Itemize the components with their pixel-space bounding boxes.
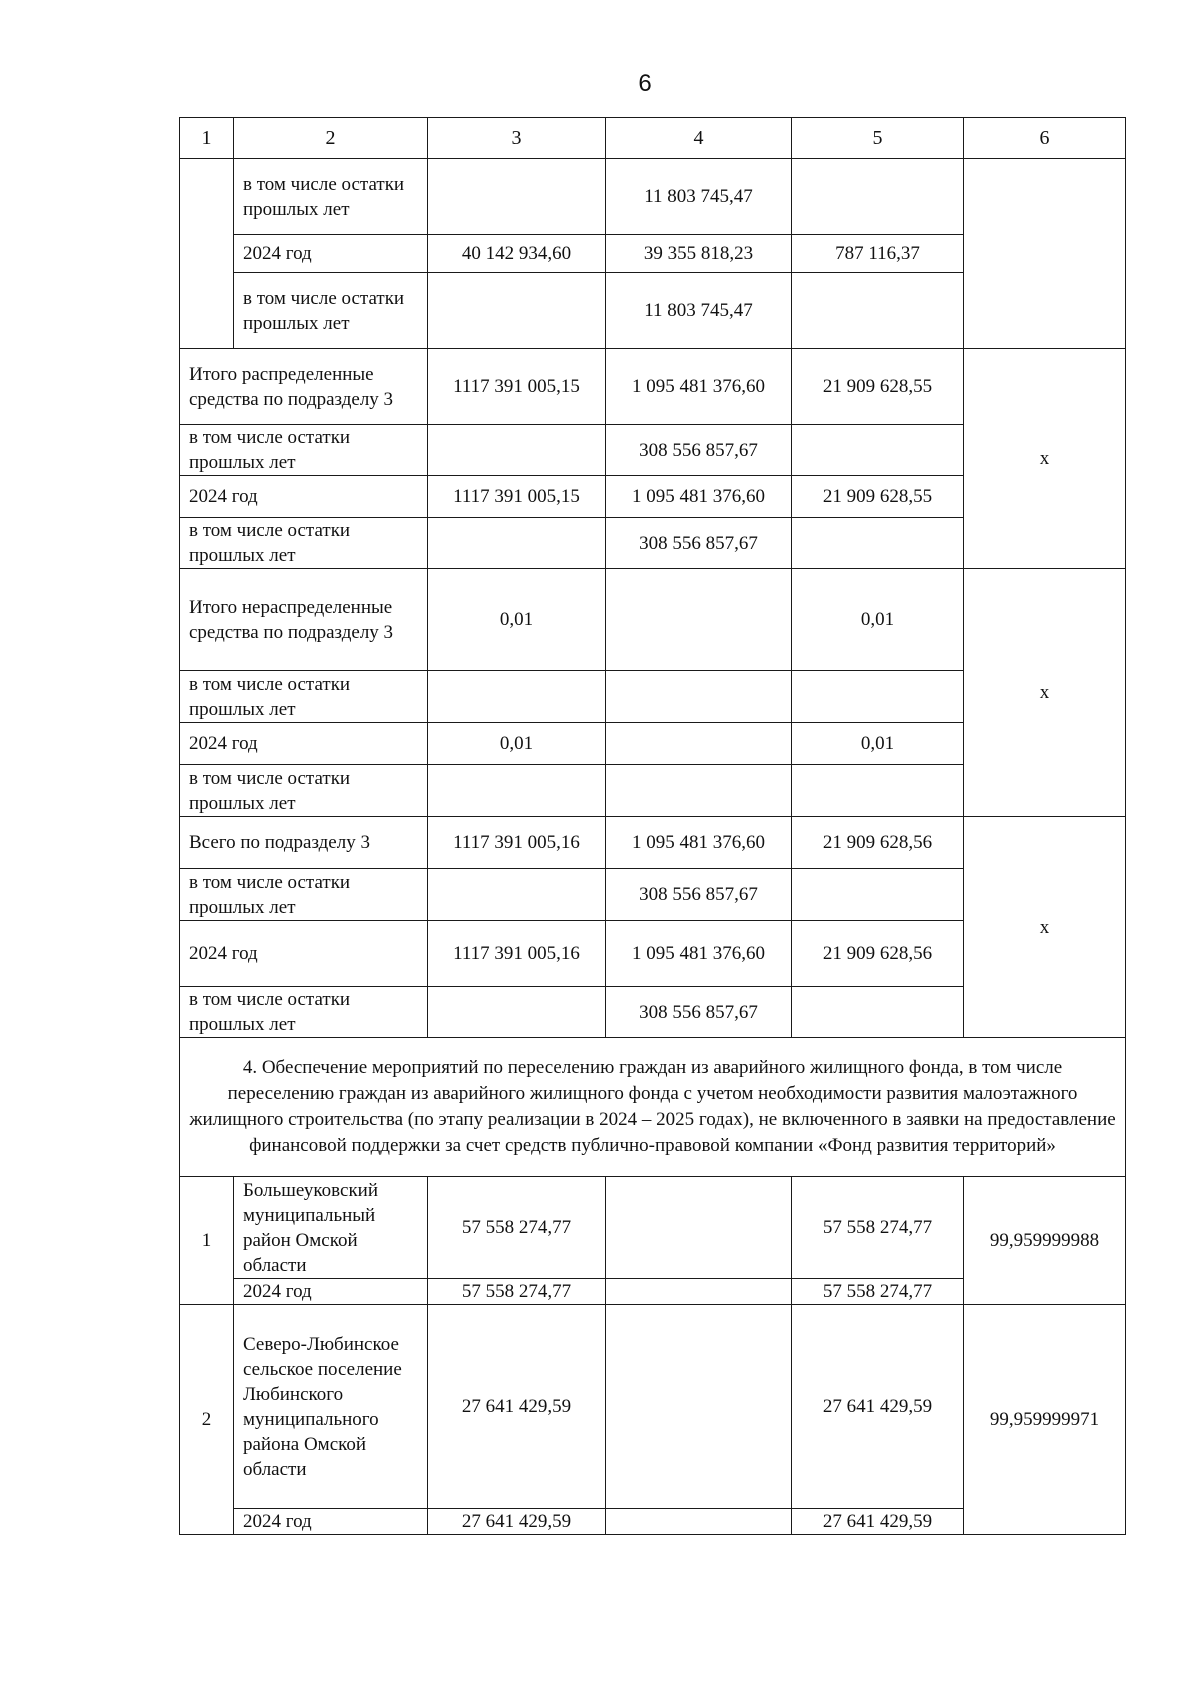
cell-col3: 0,01 [428,723,606,765]
cell-col3 [428,159,606,235]
table-header-row [180,118,1126,159]
row-label: 2024 год [234,1509,428,1535]
cell-col3 [428,765,606,817]
cell-col3: 57 558 274,77 [428,1279,606,1305]
cell-col4: 1 095 481 376,60 [606,349,792,425]
cell-col3: 40 142 934,60 [428,235,606,273]
cell-col4 [606,1509,792,1535]
cell-col5: 21 909 628,56 [792,817,964,869]
group-mark: x [964,817,1126,1038]
cell-col5 [792,425,964,476]
row-number: 1 [180,1177,234,1305]
row-label: 2024 год [180,723,428,765]
budget-table [179,117,1126,1535]
table-row [180,349,1126,425]
cell-col5 [792,159,964,235]
cell-col4: 308 556 857,67 [606,869,792,921]
row-label: Итого распределенные средства по подразделу 3 [180,349,428,425]
cell-col5: 0,01 [792,723,964,765]
table-row [180,817,1126,869]
municipality-name: Большеуковский муниципальный район Омской области [234,1177,428,1279]
row-label: в том числе остатки прошлых лет [180,765,428,817]
cell-col4: 308 556 857,67 [606,518,792,569]
section-row [180,1038,1126,1177]
cell-col4 [606,1177,792,1279]
cell-col4: 1 095 481 376,60 [606,476,792,518]
cell-col5 [792,518,964,569]
cell-col3: 0,01 [428,569,606,671]
cell-col3: 57 558 274,77 [428,1177,606,1279]
cell-col5 [792,869,964,921]
cell-col5: 787 116,37 [792,235,964,273]
cell-col6: 99,959999971 [964,1305,1126,1535]
cell-col4 [606,1279,792,1305]
cell-col3 [428,425,606,476]
cell-col3 [428,987,606,1038]
cell-col3 [428,671,606,723]
row-label: в том числе остатки прошлых лет [180,987,428,1038]
column-header: 1 [180,118,234,159]
table-row [180,159,1126,235]
cell-col3: 27 641 429,59 [428,1305,606,1509]
group-mark: x [964,349,1126,569]
row-label: Итого нераспределенные средства по подразделу 3 [180,569,428,671]
cell-col6: 99,959999988 [964,1177,1126,1305]
cell-col5: 57 558 274,77 [792,1279,964,1305]
cell-col3 [428,518,606,569]
empty-cell [964,159,1126,349]
cell-col4 [606,1305,792,1509]
table-row [180,1177,1126,1279]
table-row [180,1305,1126,1509]
table-row [180,569,1126,671]
column-header: 4 [606,118,792,159]
cell-col5 [792,765,964,817]
section-title: 4. Обеспечение мероприятий по переселению граждан из аварийного жилищного фонда, в том числе переселению граждан из аварийного жилищного фонда с учетом необходимости развития малоэтажного жилищного строительства (по этапу реализации в 2024 – 2025 годах), не включенного в заявки на предоставление финансовой поддержки за счет средств публично-правовой компании «Фонд развития территорий» [180,1038,1126,1177]
row-label: в том числе остатки прошлых лет [234,159,428,235]
cell-col5: 27 641 429,59 [792,1305,964,1509]
column-header: 2 [234,118,428,159]
cell-col4 [606,765,792,817]
cell-col4: 1 095 481 376,60 [606,817,792,869]
cell-col4: 39 355 818,23 [606,235,792,273]
cell-col5: 21 909 628,56 [792,921,964,987]
row-label: в том числе остатки прошлых лет [180,671,428,723]
municipality-name: Северо-Любинское сельское поселение Любинского муниципального района Омской области [234,1305,428,1509]
cell-col5: 57 558 274,77 [792,1177,964,1279]
cell-col4 [606,723,792,765]
cell-col4: 1 095 481 376,60 [606,921,792,987]
cell-col4 [606,671,792,723]
cell-col5 [792,273,964,349]
cell-col3: 1117 391 005,15 [428,476,606,518]
cell-col3: 1117 391 005,15 [428,349,606,425]
cell-col5: 21 909 628,55 [792,476,964,518]
cell-col3: 1117 391 005,16 [428,817,606,869]
cell-col4: 11 803 745,47 [606,159,792,235]
row-label: 2024 год [234,1279,428,1305]
row-label: 2024 год [180,921,428,987]
cell-col5 [792,987,964,1038]
cell-col4: 11 803 745,47 [606,273,792,349]
row-label: 2024 год [180,476,428,518]
cell-col4: 308 556 857,67 [606,987,792,1038]
row-label: в том числе остатки прошлых лет [180,869,428,921]
cell-col3 [428,273,606,349]
cell-col3: 27 641 429,59 [428,1509,606,1535]
page-number: 6 [638,70,652,97]
row-label: в том числе остатки прошлых лет [180,518,428,569]
group-mark: x [964,569,1126,817]
cell-col5: 21 909 628,55 [792,349,964,425]
cell-col3: 1117 391 005,16 [428,921,606,987]
cell-col4 [606,569,792,671]
row-number: 2 [180,1305,234,1535]
column-header: 6 [964,118,1126,159]
column-header: 3 [428,118,606,159]
cell-col5 [792,671,964,723]
row-label: в том числе остатки прошлых лет [180,425,428,476]
row-label: Всего по подразделу 3 [180,817,428,869]
cell-col5: 0,01 [792,569,964,671]
row-label: в том числе остатки прошлых лет [234,273,428,349]
cell-col4: 308 556 857,67 [606,425,792,476]
column-header: 5 [792,118,964,159]
row-label: 2024 год [234,235,428,273]
cell-col3 [428,869,606,921]
empty-cell [180,159,234,349]
cell-col5: 27 641 429,59 [792,1509,964,1535]
